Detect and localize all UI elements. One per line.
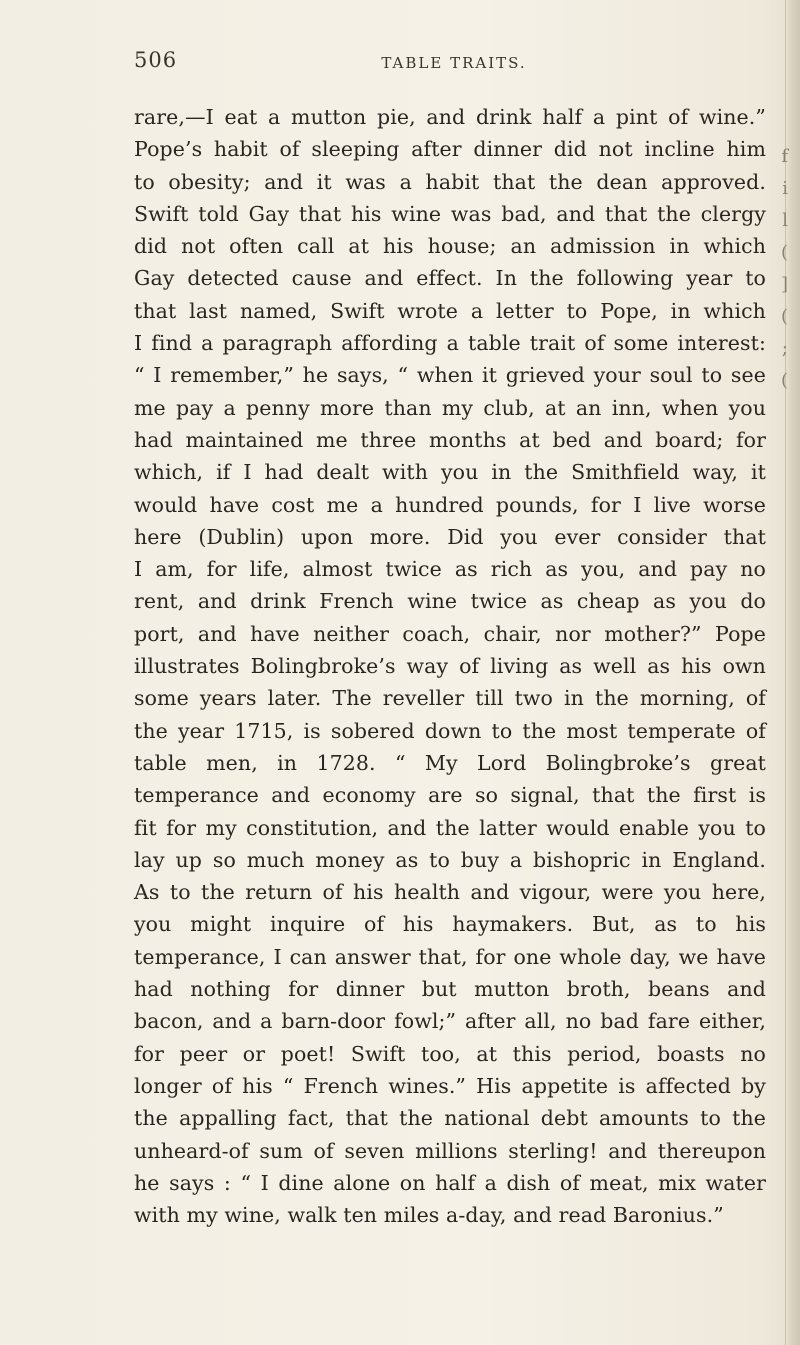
text-line: the year 1715, is sobered down to the most temperate of [134, 718, 766, 743]
text-line: that last named, Swift wrote a letter to Pope, in which [134, 298, 766, 323]
text-line: I find a paragraph affording a table trait of some interest: [134, 331, 766, 356]
edge-glyph: ] [780, 274, 788, 295]
edge-glyph: ( [780, 306, 788, 327]
text-line: Swift told Gay that his wine was bad, and that the clergy [134, 201, 766, 226]
facing-page-edge [785, 0, 800, 1345]
text-line: Gay detected cause and effect. In the following year to [134, 266, 766, 291]
text-line: here (Dublin) upon more. Did you ever consider that [134, 524, 766, 549]
running-head: TABLE TRAITS. [381, 54, 527, 72]
text-line: table men, in 1728. “ My Lord Bolingbroke’s great [134, 750, 766, 775]
text-line: “ I remember,” he says, “ when it grieved your soul to see [134, 363, 766, 388]
edge-glyph: f [781, 146, 788, 167]
edge-glyph: ( [780, 242, 788, 263]
edge-glyph: l [782, 210, 788, 231]
text-line: the appalling fact, that the national debt amounts to the [134, 1106, 766, 1131]
edge-glyph: ; [781, 338, 788, 359]
text-line: rent, and drink French wine twice as cheap as you do [134, 589, 766, 614]
text-line: fit for my constitution, and the latter would enable you to [134, 815, 766, 840]
text-line: port, and have neither coach, chair, nor mother?” Pope [134, 621, 766, 646]
text-line: me pay a penny more than my club, at an inn, when you [134, 395, 766, 420]
text-line: which, if I had dealt with you in the Smithfield way, it [134, 460, 766, 485]
text-line: for peer or poet! Swift too, at this period, boasts no [134, 1041, 766, 1066]
text-line: did not often call at his house; an admission in which [134, 234, 766, 259]
text-line: would have cost me a hundred pounds, for I live worse [134, 492, 766, 517]
text-line: you might inquire of his haymakers. But, as to his [134, 912, 766, 937]
page-header [134, 48, 774, 88]
text-line: to obesity; and it was a habit that the dean approved. [134, 169, 766, 194]
text-line: unheard-of sum of seven millions sterling! and thereupon [134, 1138, 766, 1163]
text-line: As to the return of his health and vigour, were you here, [134, 880, 766, 905]
page-number: 506 [134, 48, 178, 72]
text-line: lay up so much money as to buy a bishopric in England. [134, 847, 766, 872]
edge-glyph: i [782, 178, 788, 199]
text-line: bacon, and a barn-door fowl;” after all, no bad fare either, [134, 1009, 766, 1034]
text-line: with my wine, walk ten miles a-day, and read Baronius.” [134, 1203, 724, 1228]
text-line: Pope’s habit of sleeping after dinner did not incline him [134, 137, 766, 162]
text-line: had nothing for dinner but mutton broth, beans and [134, 977, 766, 1002]
edge-glyph: ( [780, 370, 788, 391]
text-line: he says : “ I dine alone on half a dish of meat, mix water [134, 1170, 766, 1195]
text-line: longer of his “ French wines.” His appetite is affected by [134, 1073, 766, 1098]
text-line: temperance, I can answer that, for one whole day, we have [134, 944, 766, 969]
text-line: temperance and economy are so signal, that the first is [134, 783, 766, 808]
text-line: illustrates Bolingbroke’s way of living as well as his own [134, 654, 766, 679]
body-text [134, 101, 766, 1231]
text-line: I am, for life, almost twice as rich as you, and pay no [134, 557, 766, 582]
text-line: some years later. The reveller till two in the morning, of [134, 686, 766, 711]
text-line: rare,—I eat a mutton pie, and drink half a pint of wine.” [134, 105, 766, 129]
text-line: had maintained me three months at bed and board; for [134, 427, 766, 452]
